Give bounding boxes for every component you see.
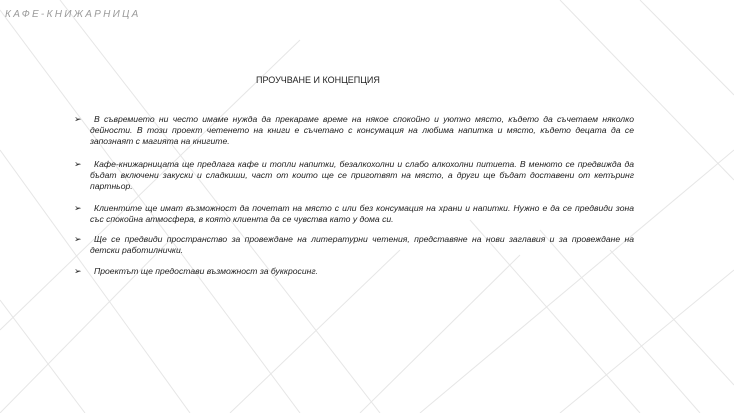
arrow-bullet-icon: ➢: [74, 234, 82, 244]
arrow-bullet-icon: ➢: [74, 266, 82, 276]
bullet-text: В съвремието ни често имаме нужда да прекараме време на някое спокойно и уютно място, където да съчетаем няколко дейности. В този проект четенето на книги е съчетано с консумация на любима напитка и място, където децата да се запознаят с магията на книгите.: [90, 114, 634, 146]
app-title: КАФЕ-КНИЖАРНИЦА: [5, 9, 141, 20]
list-item: [74, 234, 634, 256]
bullet-text: Клиентите ще имат възможност да почетат на място с или без консумация на храни и напитки. Нужно е да се предвиди зона със спокойна атмосфера, в която клиента да се чувства като у дома си.: [90, 203, 634, 224]
list-item: [74, 159, 634, 192]
bullet-text: Проектът ще предостави възможност за буккросинг.: [94, 266, 318, 276]
arrow-bullet-icon: ➢: [74, 114, 82, 124]
bullet-text: Ще се предвиди пространство за провеждане на литературни четения, представяне на нови заглавия и за провеждане на детски работилнички.: [90, 234, 634, 255]
arrow-bullet-icon: ➢: [74, 203, 82, 213]
bullet-text: Кафе-книжарницата ще предлага кафе и топли напитки, безалкохолни и слабо алкохолни питиета. В менюто се предвижда да бъдат включени закуски и сладкиши, част от които ще се приготвят на място, а други ще бъдат доставени от кетъринг партньор.: [90, 159, 634, 191]
bullet-list: [74, 114, 634, 277]
list-item: [74, 203, 634, 225]
arrow-bullet-icon: ➢: [74, 159, 82, 169]
slide-heading: ПРОУЧВАНЕ И КОНЦЕПЦИЯ: [256, 75, 380, 85]
list-item: [74, 114, 634, 147]
list-item: [74, 266, 634, 277]
